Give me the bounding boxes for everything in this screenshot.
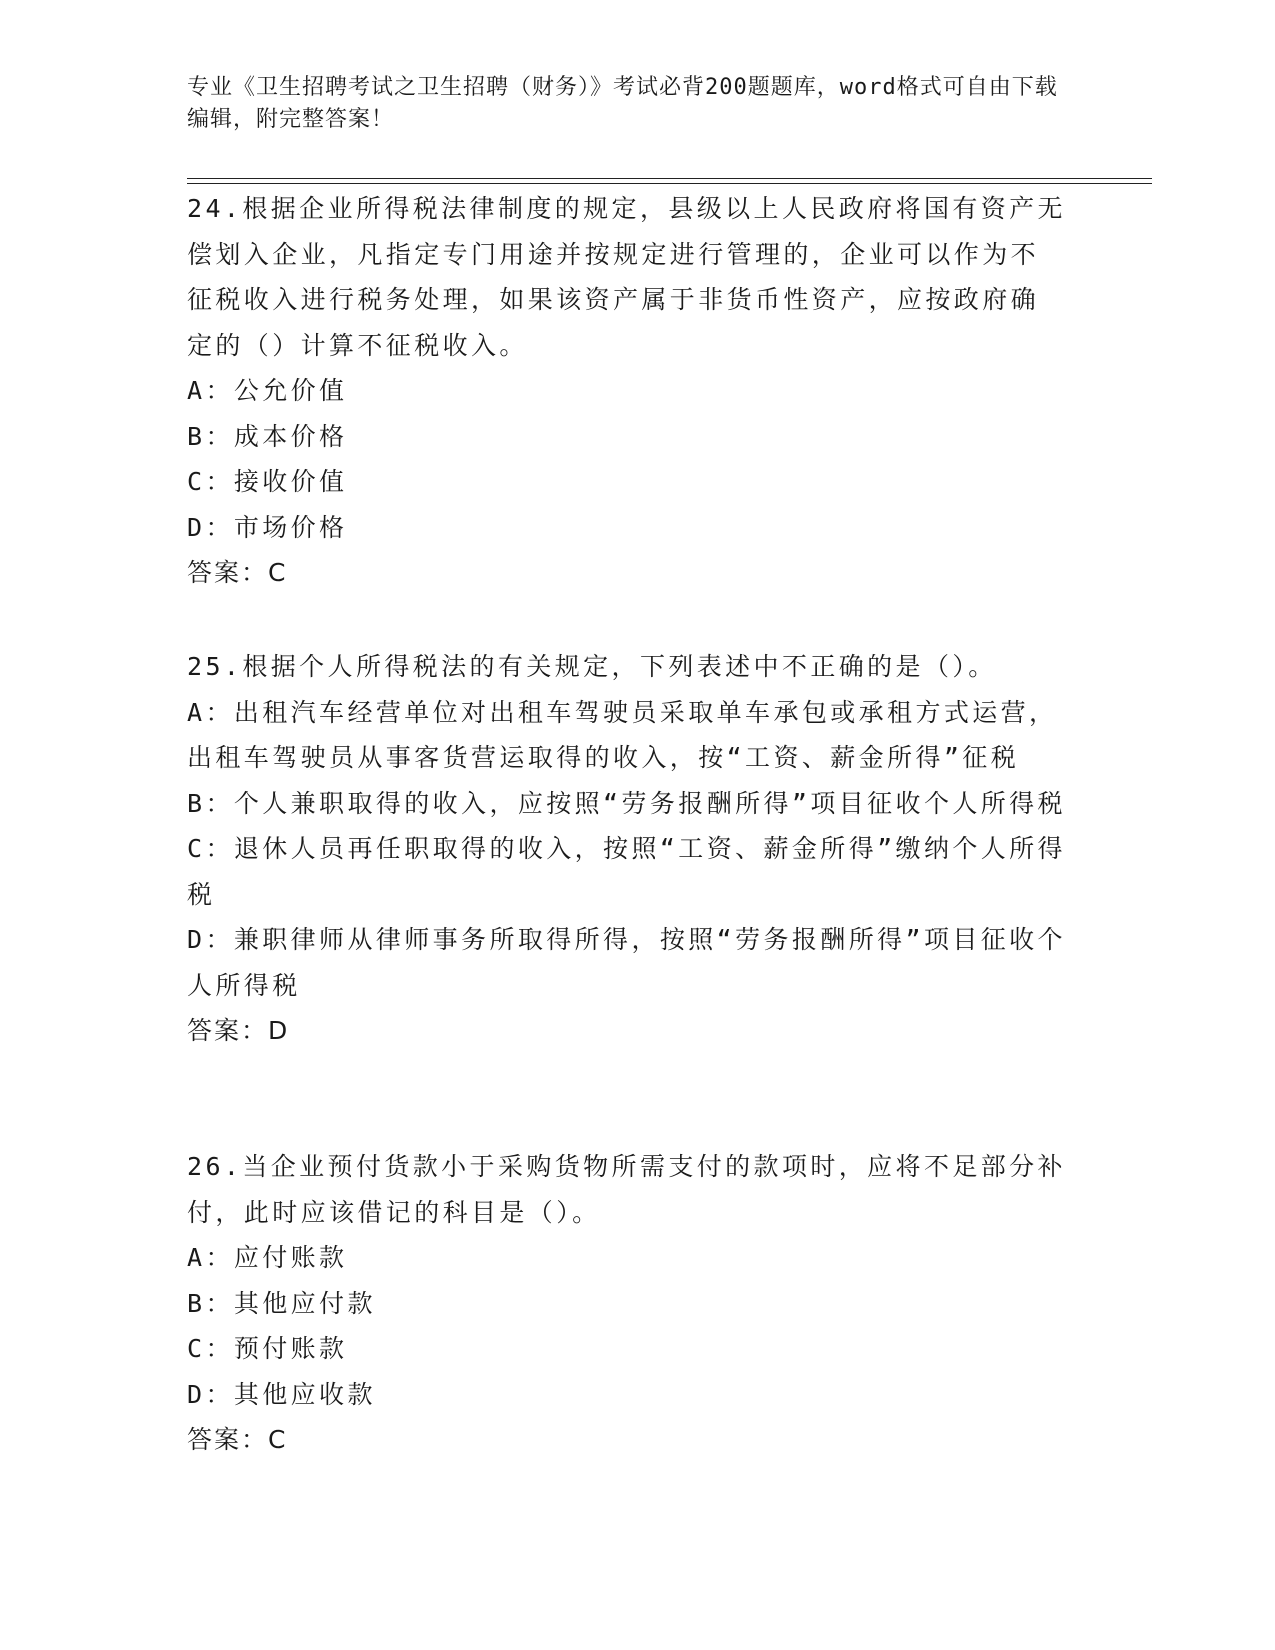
option-d: D：其他应收款 [187,1379,376,1409]
header-divider-bottom [187,183,1152,184]
document-header: 专业《卫生招聘考试之卫生招聘（财务）》考试必背200题题库，word格式可自由下载编辑，附完整答案！ [187,75,1058,132]
question-text: 25.根据个人所得税法的有关规定，下列表述中不正确的是（）。 [187,652,997,681]
option-d: D：市场价格 [187,512,348,542]
option-c: C：预付账款 [187,1334,348,1363]
option-c: C：接收价值 [187,467,348,496]
answer: 答案：C [187,1425,288,1454]
answer: 答案：C [187,558,288,587]
option-b: B：成本价格 [187,421,348,451]
question-text: 24.根据企业所得税法律制度的规定，县级以上人民政府将国有资产无偿划入企业，凡指定专门用途并按规定进行管理的，企业可以作为不征税收入进行税务处理，如果该资产属于非货币性资产，应按政府确定的（）计算不征税收入。 [187,194,1066,360]
option-d: D：兼职律师从律师事务所取得所得，按照“劳务报酬所得”项目征收个人所得税 [187,925,1066,1000]
option-a: A：应付账款 [187,1243,348,1272]
option-a: A：出租汽车经营单位对出租车驾驶员采取单车承包或承租方式运营，出租车驾驶员从事客货营运取得的收入，按“工资、薪金所得”征税 [187,697,1058,772]
header-divider-top [187,178,1152,179]
option-a: A：公允价值 [187,376,348,405]
answer: 答案：D [187,1016,290,1045]
question-26 [187,1144,1067,1463]
option-c: C：退休人员再任职取得的收入，按照“工资、薪金所得”缴纳个人所得税 [187,834,1066,909]
option-b: B：个人兼职取得的收入，应按照“劳务报酬所得”项目征收个人所得税 [187,788,1066,818]
question-text: 26.当企业预付货款小于采购货物所需支付的款项时，应将不足部分补付，此时应该借记的科目是（）。 [187,1152,1066,1227]
question-24 [187,186,1067,596]
option-b: B：其他应付款 [187,1288,376,1318]
question-25 [187,644,1067,1054]
